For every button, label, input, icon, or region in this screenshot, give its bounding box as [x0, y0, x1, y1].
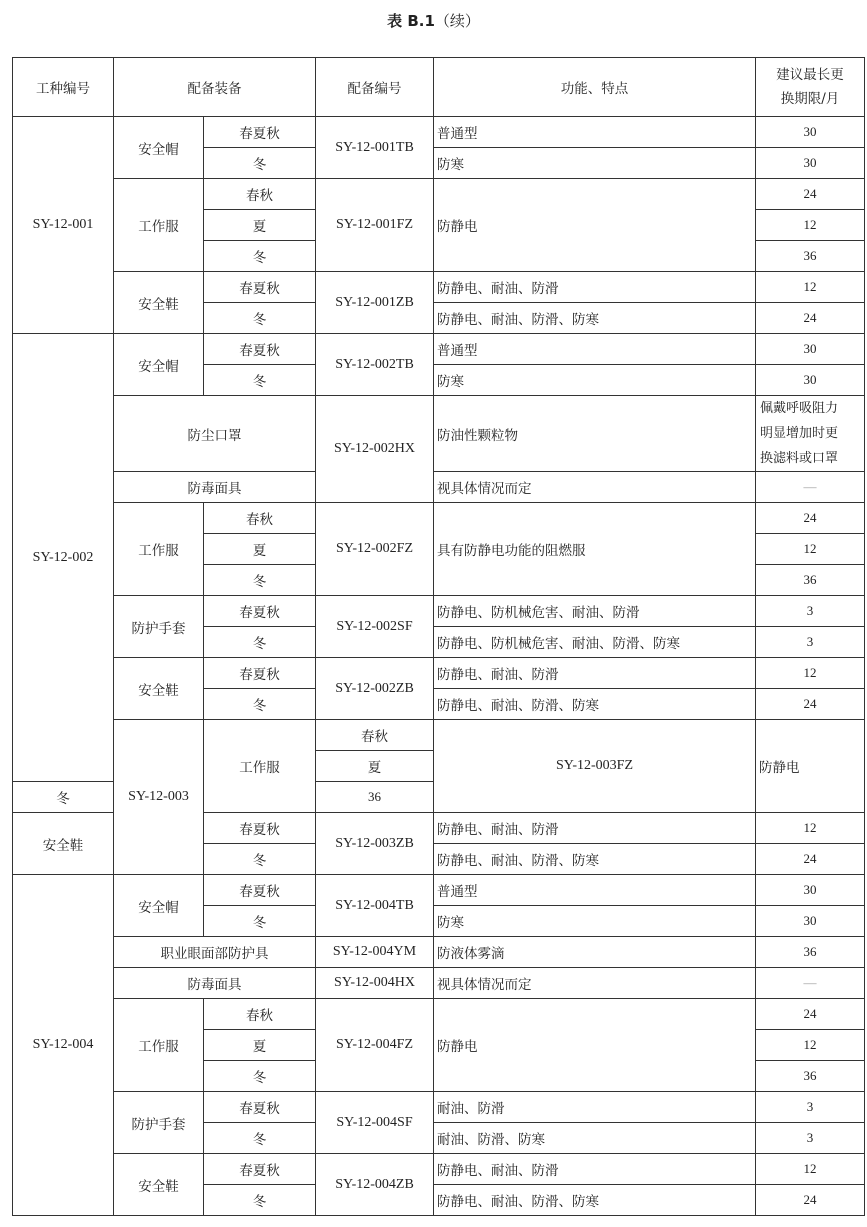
- season-cell: 春秋: [316, 720, 434, 751]
- season-cell: 冬: [13, 782, 114, 813]
- equipment-code: SY-12-002SF: [316, 596, 434, 658]
- feature-cell: 防寒: [434, 365, 756, 396]
- feature-cell: 防液体雾滴: [434, 937, 756, 968]
- period-cell: 30: [756, 334, 865, 365]
- equipment-code: SY-12-004FZ: [316, 999, 434, 1092]
- table-row: [13, 875, 865, 906]
- feature-cell: 防寒: [434, 906, 756, 937]
- period-cell: —: [756, 968, 865, 999]
- equipment-name: 工作服: [114, 999, 204, 1092]
- equipment-code: SY-12-002ZB: [316, 658, 434, 720]
- feature-cell: 防油性颗粒物: [434, 396, 756, 472]
- table-row: [13, 472, 865, 503]
- feature-cell: 视具体情况而定: [434, 472, 756, 503]
- season-cell: 春秋: [204, 999, 316, 1030]
- table-row: [13, 272, 865, 303]
- feature-cell: 耐油、防滑、防寒: [434, 1123, 756, 1154]
- period-cell: 3: [756, 1092, 865, 1123]
- feature-cell: 防静电、耐油、防滑: [434, 813, 756, 844]
- period-cell: 24: [756, 179, 865, 210]
- feature-cell: 防静电、耐油、防滑: [434, 658, 756, 689]
- period-cell: 3: [756, 1123, 865, 1154]
- period-cell: 24: [756, 999, 865, 1030]
- feature-cell: 普通型: [434, 117, 756, 148]
- season-cell: 冬: [204, 627, 316, 658]
- season-cell: 冬: [204, 303, 316, 334]
- period-cell: 12: [756, 210, 865, 241]
- period-cell: 36: [756, 241, 865, 272]
- equipment-table: [12, 57, 865, 1216]
- feature-cell: 防静电、防机械危害、耐油、防滑、防寒: [434, 627, 756, 658]
- season-cell: 春夏秋: [204, 272, 316, 303]
- job-code-cell: SY-12-003: [114, 720, 204, 875]
- header-row: [13, 58, 865, 117]
- table-row: [13, 937, 865, 968]
- period-cell: 36: [756, 1061, 865, 1092]
- table-row: [13, 179, 865, 210]
- feature-cell: 耐油、防滑: [434, 1092, 756, 1123]
- equipment-name: 安全帽: [114, 875, 204, 937]
- job-code-cell: SY-12-002: [13, 334, 114, 782]
- equipment-name: 防尘口罩: [114, 396, 316, 472]
- equipment-code: SY-12-004SF: [316, 1092, 434, 1154]
- feature-cell: 防静电、耐油、防滑: [434, 272, 756, 303]
- equipment-code: SY-12-002FZ: [316, 503, 434, 596]
- table-row: [13, 396, 865, 472]
- equipment-name: 安全鞋: [114, 1154, 204, 1216]
- season-cell: 冬: [204, 1123, 316, 1154]
- period-cell: 24: [756, 689, 865, 720]
- season-cell: 冬: [204, 844, 316, 875]
- equipment-name: 安全鞋: [13, 813, 114, 875]
- table-row: [13, 1154, 865, 1185]
- equipment-code: SY-12-001ZB: [316, 272, 434, 334]
- table-row: [13, 334, 865, 365]
- period-cell: 24: [756, 844, 865, 875]
- feature-cell: 防静电、防机械危害、耐油、防滑: [434, 596, 756, 627]
- feature-cell: 防静电: [756, 720, 865, 813]
- season-cell: 夏: [316, 751, 434, 782]
- period-cell: 12: [756, 658, 865, 689]
- job-code-cell: SY-12-001: [13, 117, 114, 334]
- table-row: [13, 117, 865, 148]
- season-cell: 冬: [204, 1185, 316, 1216]
- period-cell: 30: [756, 906, 865, 937]
- season-cell: 夏: [204, 1030, 316, 1061]
- table-row: [13, 503, 865, 534]
- equipment-code: SY-12-001TB: [316, 117, 434, 179]
- period-cell: 24: [756, 1185, 865, 1216]
- header-features: 功能、特点: [434, 58, 756, 117]
- feature-cell: 普通型: [434, 334, 756, 365]
- period-cell: 12: [756, 534, 865, 565]
- table-caption: [0, 10, 867, 31]
- equipment-name: 安全帽: [114, 117, 204, 179]
- period-cell: 3: [756, 596, 865, 627]
- feature-cell: 防静电、耐油、防滑、防寒: [434, 303, 756, 334]
- period-cell: 24: [756, 503, 865, 534]
- period-cell: 12: [756, 272, 865, 303]
- table-row: [13, 968, 865, 999]
- table-row: [13, 658, 865, 689]
- feature-cell: 防静电、耐油、防滑、防寒: [434, 844, 756, 875]
- equipment-name: 工作服: [204, 720, 316, 813]
- equipment-name: 工作服: [114, 503, 204, 596]
- equipment-name: 防毒面具: [114, 472, 316, 503]
- season-cell: 春夏秋: [204, 875, 316, 906]
- period-cell: 12: [756, 1030, 865, 1061]
- header-replacement-period: 建议最长更 换期限/月: [756, 58, 865, 117]
- job-code-cell: SY-12-004: [13, 875, 114, 1216]
- season-cell: 春夏秋: [204, 596, 316, 627]
- season-cell: 春夏秋: [204, 1092, 316, 1123]
- feature-cell: 防静电、耐油、防滑、防寒: [434, 1185, 756, 1216]
- caption-suffix: （续）: [434, 12, 480, 30]
- equipment-name: 安全鞋: [114, 272, 204, 334]
- season-cell: 春秋: [204, 179, 316, 210]
- season-cell: 春夏秋: [204, 658, 316, 689]
- season-cell: 春夏秋: [204, 117, 316, 148]
- period-cell: 30: [756, 117, 865, 148]
- equipment-name: 防护手套: [114, 1092, 204, 1154]
- equipment-code: SY-12-004YM: [316, 937, 434, 968]
- equipment-code: SY-12-004ZB: [316, 1154, 434, 1216]
- equipment-name: 防护手套: [114, 596, 204, 658]
- table-row: [13, 999, 865, 1030]
- season-cell: 夏: [204, 534, 316, 565]
- equipment-code: SY-12-002TB: [316, 334, 434, 396]
- season-cell: 冬: [204, 148, 316, 179]
- period-cell: —: [756, 472, 865, 503]
- feature-cell: 视具体情况而定: [434, 968, 756, 999]
- period-cell: 36: [756, 937, 865, 968]
- equipment-code: SY-12-003ZB: [316, 813, 434, 875]
- table-row: [13, 596, 865, 627]
- period-cell: 12: [756, 1154, 865, 1185]
- feature-cell: 防静电: [434, 179, 756, 272]
- table-row: [13, 1092, 865, 1123]
- equipment-code: SY-12-003FZ: [434, 720, 756, 813]
- period-cell: 30: [756, 875, 865, 906]
- equipment-name: 工作服: [114, 179, 204, 272]
- season-cell: 冬: [204, 365, 316, 396]
- equipment-name: 防毒面具: [114, 968, 316, 999]
- feature-cell: 普通型: [434, 875, 756, 906]
- feature-cell: 防静电、耐油、防滑: [434, 1154, 756, 1185]
- season-cell: 冬: [204, 565, 316, 596]
- season-cell: 冬: [204, 906, 316, 937]
- equipment-code: SY-12-004TB: [316, 875, 434, 937]
- season-cell: 冬: [204, 689, 316, 720]
- period-cell: 3: [756, 627, 865, 658]
- period-cell: 30: [756, 148, 865, 179]
- equipment-name: 安全帽: [114, 334, 204, 396]
- table-row: [13, 720, 865, 751]
- season-cell: 春秋: [204, 503, 316, 534]
- period-cell: 24: [756, 303, 865, 334]
- season-cell: 冬: [204, 241, 316, 272]
- equipment-code: SY-12-002HX: [316, 396, 434, 503]
- period-cell: 12: [756, 813, 865, 844]
- period-cell: 36: [756, 565, 865, 596]
- header-equipment-code: 配备编号: [316, 58, 434, 117]
- feature-cell: 防静电: [434, 999, 756, 1092]
- season-cell: 春夏秋: [204, 813, 316, 844]
- period-note-cell: 佩戴呼吸阻力 明显增加时更 换滤料或口罩: [756, 396, 865, 472]
- header-job-code: 工种编号: [13, 58, 114, 117]
- equipment-code: SY-12-004HX: [316, 968, 434, 999]
- feature-cell: 防静电、耐油、防滑、防寒: [434, 689, 756, 720]
- header-equipment: 配备装备: [114, 58, 316, 117]
- feature-cell: 具有防静电功能的阻燃服: [434, 503, 756, 596]
- period-cell: 36: [316, 782, 434, 813]
- season-cell: 夏: [204, 210, 316, 241]
- equipment-name: 安全鞋: [114, 658, 204, 720]
- equipment-name: 职业眼面部防护具: [114, 937, 316, 968]
- season-cell: 冬: [204, 1061, 316, 1092]
- period-cell: 30: [756, 365, 865, 396]
- caption-label: 表 B.1: [387, 12, 435, 30]
- equipment-code: SY-12-001FZ: [316, 179, 434, 272]
- season-cell: 春夏秋: [204, 1154, 316, 1185]
- season-cell: 春夏秋: [204, 334, 316, 365]
- feature-cell: 防寒: [434, 148, 756, 179]
